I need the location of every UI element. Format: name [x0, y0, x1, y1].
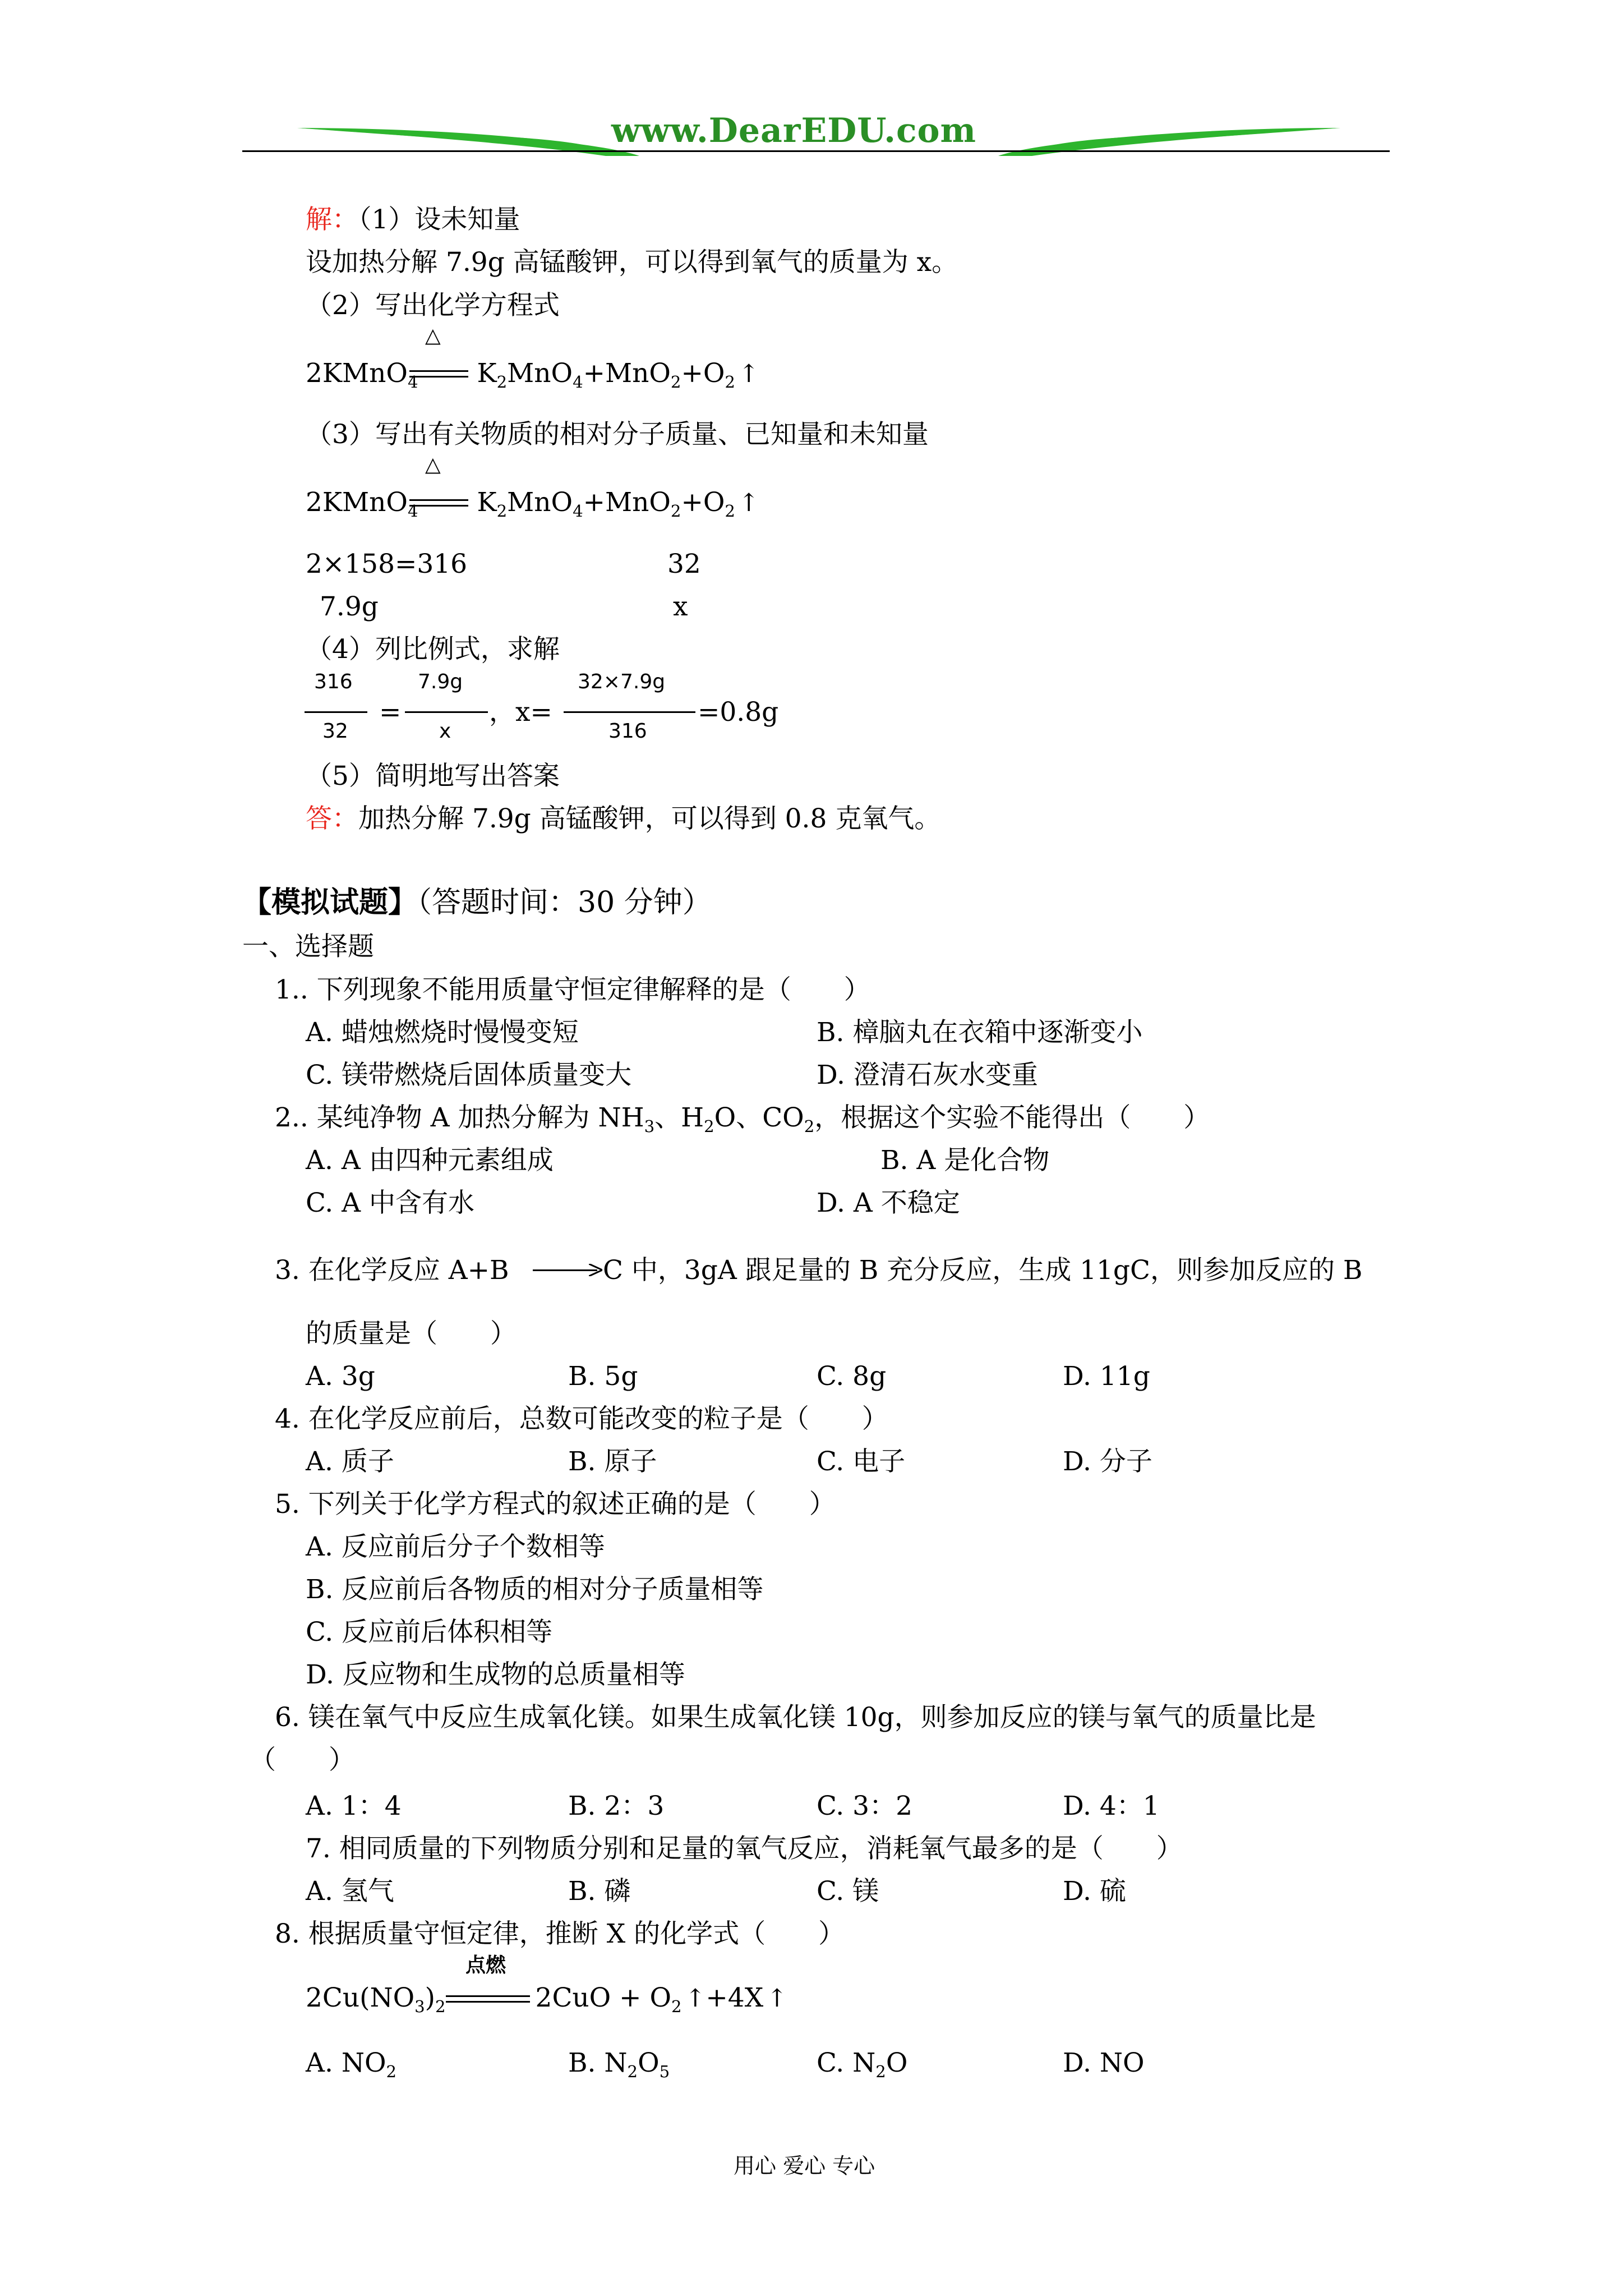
eq2-sub: 2: [496, 501, 508, 521]
q4-option-d: D. 分子: [1063, 1446, 1152, 1477]
mass-left: 2×158=316: [306, 549, 468, 579]
step2-title: （2）写出化学方程式: [306, 290, 560, 321]
gas-arrow-icon: ↑: [738, 360, 759, 388]
gas-arrow-icon: ↑: [685, 1984, 706, 2013]
q5-option-b: B. 反应前后各物质的相对分子质量相等: [306, 1574, 764, 1605]
mass-right: 32: [667, 549, 701, 579]
eq-sign-1: =: [379, 697, 402, 728]
q2-option-b: B. A 是化合物: [880, 1145, 1050, 1176]
q4-option-b: B. 原子: [568, 1446, 657, 1477]
heat-condition-1: △: [425, 324, 441, 347]
q8-eq-right-b: +4X: [706, 1982, 764, 2013]
page-footer: 用心 爱心 专心: [734, 2154, 875, 2178]
q2-stem-b: 、H: [654, 1102, 704, 1133]
q2-stem-a: 2.. 某纯净物 A 加热分解为 NH: [275, 1102, 644, 1133]
q8-eq-left: 2Cu(NO: [306, 1982, 415, 2013]
eq1-mno2: +MnO: [583, 358, 671, 389]
eq2-sub: 2: [725, 501, 735, 521]
q6-option-a: A. 1：4: [306, 1791, 402, 1821]
q2-sub: 3: [644, 1117, 655, 1136]
q4-option-a: A. 质子: [306, 1446, 394, 1477]
equation-bar-3: [446, 1995, 530, 2003]
logo-text: www.DearEDU.com: [611, 111, 977, 150]
step1-title: （1）设未知量: [358, 204, 520, 235]
q1-option-a: A. 蜡烛燃烧时慢慢变短: [306, 1017, 579, 1048]
equation-1: [306, 357, 759, 391]
eq2-k: K: [477, 487, 497, 518]
eq1-o2: +O: [681, 358, 725, 389]
ignite-condition: 点燃: [465, 1954, 506, 1977]
frac1-line: [305, 711, 367, 713]
known-right: x: [673, 591, 688, 622]
q5-option-c: C. 反应前后体积相等: [306, 1617, 553, 1648]
q6-option-b: B. 2：3: [568, 1791, 665, 1821]
q8-option-d: D. NO: [1063, 2047, 1145, 2078]
q8-eq-paren: ): [425, 1982, 436, 2013]
eq1-sub: 2: [496, 372, 508, 392]
eq1-reactant: 2KMnO: [306, 358, 408, 389]
eq2-o2: +O: [681, 487, 725, 518]
q8-option-b: B. $N_2O_5$: [568, 2047, 670, 2081]
q8-eq-sub: 3: [414, 1997, 425, 2016]
frac3-line: [564, 711, 695, 713]
eq2-mno2: +MnO: [583, 487, 671, 518]
q4-option-c: C. 电子: [817, 1446, 906, 1477]
q5-option-d: D. 反应物和生成物的总质量相等: [306, 1659, 685, 1690]
q6-option-d: D. 4：1: [1063, 1791, 1160, 1821]
answer-text: 加热分解 7.9g 高锰酸钾，可以得到 0.8 克氧气。: [358, 803, 941, 834]
frac1-num: 316: [314, 670, 353, 693]
q2-option-a: A. A 由四种元素组成: [306, 1145, 554, 1176]
q1-option-b: B. 樟脑丸在衣箱中逐渐变小: [817, 1017, 1143, 1048]
eq1-mno: MnO: [507, 358, 573, 389]
step3-title: （3）写出有关物质的相对分子质量、已知量和未知量: [306, 419, 929, 450]
q2-stem-d: ，根据这个实验不能得出（ ）: [814, 1102, 1210, 1133]
q6-option-c: C. 3：2: [817, 1791, 912, 1821]
q3-stem-line2: 的质量是（ ）: [306, 1318, 517, 1349]
heat-condition-2: △: [425, 453, 441, 476]
frac1-den: 32: [322, 720, 348, 743]
q3-stem-b: C 中，3gA 跟足量的 B 充分反应，生成 11gC，则参加反应的 B: [603, 1255, 1363, 1286]
eq1-sub: 4: [573, 372, 583, 392]
q3-option-b: B. 5g: [568, 1361, 638, 1392]
known-left: 7.9g: [320, 591, 379, 622]
q6-stem-line2: （ ）: [250, 1745, 355, 1775]
q3-stem-a: 3. 在化学反应 A+B: [275, 1255, 509, 1286]
q2-sub: 2: [804, 1117, 815, 1136]
q5-stem: 5. 下列关于化学方程式的叙述正确的是（ ）: [275, 1489, 836, 1520]
jie-label: 解：: [306, 204, 358, 235]
q2-option-d: D. A 不稳定: [817, 1188, 960, 1218]
step1-body: 设加热分解 7.9g 高锰酸钾，可以得到氧气的质量为 x。: [306, 247, 958, 278]
comma-x-eq: ，x=: [489, 697, 552, 728]
quiz-time-note: （答题时间：30 分钟）: [417, 886, 712, 919]
q2-sub: 2: [704, 1117, 714, 1136]
q1-stem: 1.. 下列现象不能用质量守恒定律解释的是（ ）: [275, 974, 870, 1005]
eq1-sub: 2: [725, 372, 735, 392]
eq1-k: K: [477, 358, 497, 389]
eq2-mno: MnO: [507, 487, 573, 518]
q8-eq-sub: 2: [435, 1997, 446, 2016]
frac2-den: x: [439, 720, 451, 743]
q1-option-c: C. 镁带燃烧后固体质量变大: [306, 1060, 632, 1091]
equation-bar-1: [409, 370, 468, 378]
q3-option-a: A. 3g: [306, 1361, 375, 1392]
q3-option-d: D. 11g: [1063, 1361, 1150, 1392]
quiz-title: 【模拟试题】: [242, 885, 418, 919]
q2-option-c: C. A 中含有水: [306, 1188, 475, 1218]
q7-stem: 7. 相同质量的下列物质分别和足量的氧气反应，消耗氧气最多的是（ ）: [306, 1833, 1183, 1864]
q7-option-c: C. 镁: [817, 1876, 879, 1907]
q4-stem: 4. 在化学反应前后，总数可能改变的粒子是（ ）: [275, 1404, 888, 1434]
equation-bar-2: [409, 499, 468, 507]
frac2-line: [405, 711, 488, 713]
eq1-sub: 4: [407, 372, 418, 392]
da-label: 答：: [306, 803, 358, 834]
step4-title: （4）列比例式，求解: [306, 634, 560, 665]
eq2-sub: 2: [670, 501, 681, 521]
result: =0.8g: [698, 697, 779, 728]
q7-option-d: D. 硫: [1063, 1876, 1126, 1907]
q6-stem: 6. 镁在氧气中反应生成氧化镁。如果生成氧化镁 10g，则参加反应的镁与氧气的质量比是: [275, 1702, 1316, 1733]
q7-option-b: B. 磷: [568, 1876, 631, 1907]
gas-arrow-icon: ↑: [767, 1984, 788, 2013]
q8-equation: [306, 1981, 787, 2016]
frac3-num: 32×7.9g: [578, 670, 666, 693]
q2-stem: [275, 1101, 1210, 1135]
header-rule: [242, 150, 1390, 152]
q1-option-d: D. 澄清石灰水变重: [817, 1060, 1038, 1091]
q5-option-a: A. 反应前后分子个数相等: [306, 1531, 605, 1562]
section-title: 一、选择题: [242, 931, 374, 962]
eq2-sub: 4: [573, 501, 583, 521]
q8-option-a: A. $NO_2$: [306, 2047, 397, 2081]
gas-arrow-icon: ↑: [738, 489, 759, 517]
q7-option-a: A. 氢气: [306, 1876, 394, 1907]
frac2-num: 7.9g: [418, 670, 463, 693]
reaction-arrow-head-icon: [589, 1264, 602, 1276]
frac3-den: 316: [608, 720, 647, 743]
quiz-heading: [242, 884, 712, 921]
eq2-sub: 4: [407, 501, 418, 521]
answer-line: [306, 802, 940, 836]
equation-2: [306, 486, 759, 520]
q3-option-c: C. 8g: [817, 1361, 887, 1392]
q8-stem: 8. 根据质量守恒定律，推断 X 的化学式（ ）: [275, 1918, 845, 1949]
step5-title: （5）简明地写出答案: [306, 761, 560, 792]
q8-eq-sub: 2: [671, 1997, 682, 2016]
q2-stem-c: O、CO: [714, 1102, 804, 1133]
q8-eq-right-a: 2CuO + O: [535, 1982, 672, 2013]
q8-option-c: C. $N_2O$: [817, 2047, 908, 2081]
reaction-arrow-line: [533, 1269, 597, 1271]
eq2-reactant: 2KMnO: [306, 487, 408, 518]
eq1-sub: 2: [670, 372, 681, 392]
solution-step1-line: [306, 203, 520, 237]
